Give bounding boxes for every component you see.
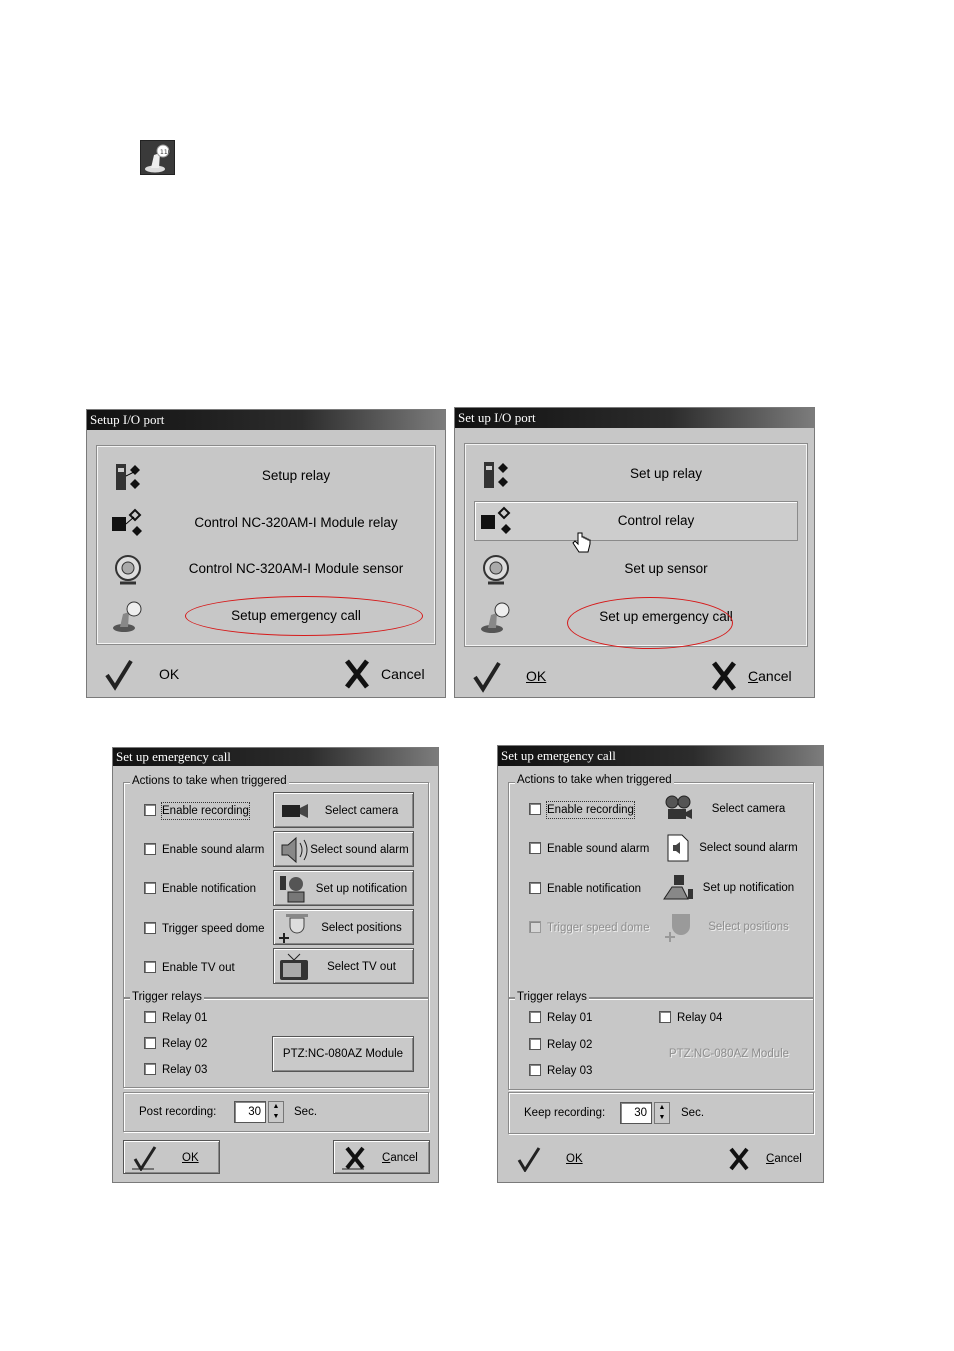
checkbox-box[interactable] <box>144 961 156 973</box>
button-label: Select camera <box>711 803 786 815</box>
window-title: Setup I/O port <box>87 410 445 430</box>
dialog-footer <box>455 654 814 698</box>
check-icon <box>516 1146 542 1172</box>
cancel-button[interactable] <box>333 1140 430 1174</box>
svg-text:110: 110 <box>160 149 172 156</box>
ok-label: OK <box>566 1153 583 1165</box>
checkbox-label: Enable TV out <box>162 962 235 974</box>
io-item-label: Set up emergency call <box>599 609 733 624</box>
sensor-icon <box>110 553 146 587</box>
keep-recording-spinner[interactable] <box>620 1102 672 1124</box>
checkbox-label: Trigger speed dome <box>547 922 650 934</box>
checkbox-label: Relay 03 <box>162 1064 208 1076</box>
io-item-label: Control relay <box>617 513 695 528</box>
window-title: Set up I/O port <box>455 408 814 428</box>
io-item-set-up-relay[interactable] <box>466 452 806 496</box>
set-up-notification-button[interactable] <box>273 870 414 906</box>
ok-button[interactable] <box>508 1142 605 1176</box>
speed-dome-icon <box>662 912 694 942</box>
check-icon <box>103 657 135 691</box>
ok-label: OK <box>526 668 547 684</box>
checkbox-box[interactable] <box>529 1064 541 1076</box>
actions-group-title: Actions to take when triggered <box>517 774 672 786</box>
cross-icon <box>726 1146 752 1172</box>
checkbox-label: Relay 04 <box>677 1012 723 1024</box>
emergency-call-icon <box>110 600 146 634</box>
window-title: Set up emergency call <box>498 746 823 766</box>
relay-icon <box>478 458 514 492</box>
checkbox-label: Relay 02 <box>162 1038 208 1050</box>
io-item-control-relay[interactable] <box>474 501 798 541</box>
relay-03-checkbox[interactable] <box>144 1062 207 1078</box>
recording-value-input[interactable]: 30 <box>620 1102 652 1124</box>
relay-icon <box>110 460 146 494</box>
checkbox-label: Enable recording <box>547 804 634 816</box>
checkbox-box[interactable] <box>529 921 541 933</box>
select-positions-button[interactable] <box>658 909 803 945</box>
control-relay-icon <box>110 507 146 541</box>
checkbox-label: Enable sound alarm <box>162 844 265 856</box>
button-label: Select positions <box>708 921 789 933</box>
io-item-control-module-sensor[interactable] <box>98 547 434 591</box>
enable-notification-checkbox[interactable] <box>529 881 641 897</box>
sensor-icon <box>478 553 514 587</box>
checkbox-box[interactable] <box>144 804 156 816</box>
checkbox-label: Relay 01 <box>162 1012 208 1024</box>
enable-sound-alarm-checkbox[interactable] <box>144 842 264 858</box>
checkbox-box[interactable] <box>529 1038 541 1050</box>
ok-button[interactable] <box>87 652 207 696</box>
cancel-label: Cancel <box>748 668 792 684</box>
set-up-io-port-window <box>454 407 815 698</box>
emergency-call-icon <box>140 140 175 175</box>
cross-icon <box>342 1145 368 1171</box>
trigger-relays-title: Trigger relays <box>517 991 587 1003</box>
select-camera-button[interactable] <box>658 791 803 827</box>
io-item-label: Set up sensor <box>624 561 708 576</box>
recording-value-input[interactable]: 30 <box>234 1101 266 1123</box>
checkbox-box[interactable] <box>144 882 156 894</box>
io-item-set-up-sensor[interactable] <box>466 547 806 591</box>
post-recording-spinner[interactable] <box>234 1101 286 1123</box>
button-label: Set up notification <box>702 882 795 894</box>
select-positions-button[interactable] <box>273 909 414 945</box>
highlight-ellipse <box>185 596 423 636</box>
relay-02-checkbox[interactable] <box>529 1037 592 1053</box>
trigger-speed-dome-checkbox[interactable] <box>529 920 650 936</box>
button-label: Select sound alarm <box>699 842 798 854</box>
cancel-label: Cancel <box>382 1152 418 1164</box>
speaker-icon <box>278 835 310 865</box>
ptz-module-button[interactable]: PTZ:NC-080AZ Module <box>272 1036 414 1072</box>
cross-icon <box>708 659 740 693</box>
ok-label: OK <box>182 1152 199 1164</box>
io-item-control-module-relay[interactable] <box>98 501 434 545</box>
emergency-call-window-left <box>112 747 439 1183</box>
enable-sound-alarm-checkbox[interactable] <box>529 841 649 857</box>
checkbox-box[interactable] <box>144 843 156 855</box>
cross-icon <box>341 657 373 691</box>
camera-icon <box>278 796 310 826</box>
actions-group-title: Actions to take when triggered <box>132 775 287 787</box>
control-relay-icon <box>479 505 515 539</box>
enable-recording-checkbox[interactable] <box>529 802 634 818</box>
cancel-button[interactable] <box>704 654 814 698</box>
relay-01-checkbox[interactable] <box>529 1010 592 1026</box>
io-item-label: Setup relay <box>261 468 331 483</box>
enable-recording-checkbox[interactable] <box>144 803 249 819</box>
check-icon <box>471 659 503 693</box>
set-up-notification-button[interactable] <box>658 870 803 906</box>
io-item-label: Control NC-320AM-I Module relay <box>194 515 398 530</box>
tv-icon <box>278 952 310 982</box>
button-label: Select TV out <box>327 961 396 973</box>
checkbox-label: Enable notification <box>547 883 641 895</box>
dialog-footer <box>87 652 445 696</box>
checkbox-label: Enable notification <box>162 883 256 895</box>
checkbox-box[interactable] <box>659 1011 671 1023</box>
checkbox-box[interactable] <box>144 922 156 934</box>
button-label: Set up notification <box>315 883 408 895</box>
emergency-call-icon <box>478 601 514 635</box>
checkbox-label: Trigger speed dome <box>162 923 265 935</box>
checkbox-label: Enable recording <box>162 805 249 817</box>
io-item-label: Control NC-320AM-I Module sensor <box>188 561 404 576</box>
checkbox-box[interactable] <box>529 882 541 894</box>
enable-notification-checkbox[interactable] <box>144 881 256 897</box>
keep-recording-label: Keep recording: <box>524 1107 606 1119</box>
recording-unit: Sec. <box>681 1107 705 1119</box>
window-title: Set up emergency call <box>113 748 438 766</box>
select-sound-alarm-button[interactable] <box>658 830 803 866</box>
checkbox-label: Relay 02 <box>547 1039 593 1051</box>
ok-label: OK <box>159 666 180 682</box>
checkbox-box[interactable] <box>529 842 541 854</box>
checkbox-box[interactable] <box>529 1011 541 1023</box>
emergency-call-window-right <box>497 745 824 1183</box>
button-label: Select camera <box>324 805 399 817</box>
speed-dome-icon <box>278 913 310 943</box>
spinner-arrows-icon[interactable]: ▲ ▼ <box>654 1102 670 1124</box>
io-item-setup-relay[interactable] <box>98 454 434 498</box>
setup-io-port-window <box>86 409 446 698</box>
cancel-label: Cancel <box>766 1153 802 1165</box>
select-camera-button[interactable] <box>273 792 414 828</box>
checkbox-box[interactable] <box>529 803 541 815</box>
spinner-arrows-icon[interactable]: ▲ ▼ <box>268 1101 284 1123</box>
trigger-speed-dome-checkbox[interactable] <box>144 921 265 937</box>
ok-button[interactable] <box>455 654 575 698</box>
enable-tv-out-checkbox[interactable] <box>144 960 235 976</box>
sound-file-icon <box>662 833 694 863</box>
hand-cursor-icon <box>572 531 592 555</box>
recording-unit: Sec. <box>294 1106 318 1118</box>
cancel-button[interactable] <box>718 1142 815 1176</box>
button-label: Select positions <box>321 922 402 934</box>
cancel-button[interactable] <box>335 652 445 696</box>
relay-02-checkbox[interactable] <box>144 1036 207 1052</box>
phone-icon <box>278 874 310 904</box>
checkbox-box[interactable] <box>144 1011 156 1023</box>
ok-button[interactable] <box>123 1140 220 1174</box>
relay-04-checkbox[interactable] <box>659 1010 722 1026</box>
checkbox-box[interactable] <box>144 1037 156 1049</box>
io-item-label: Set up relay <box>629 466 703 481</box>
checkbox-label: Relay 03 <box>547 1065 593 1077</box>
select-tv-out-button[interactable] <box>273 948 414 984</box>
ptz-module-button[interactable]: PTZ:NC-080AZ Module <box>668 1048 790 1060</box>
checkbox-label: Enable sound alarm <box>547 843 650 855</box>
checkbox-label: Relay 01 <box>547 1012 593 1024</box>
post-recording-label: Post recording: <box>139 1106 217 1118</box>
io-item-label: Setup emergency call <box>231 608 361 623</box>
check-icon <box>132 1145 158 1171</box>
cancel-label: Cancel <box>381 666 425 682</box>
film-camera-icon <box>662 794 694 824</box>
relay-03-checkbox[interactable] <box>529 1063 592 1079</box>
checkbox-box[interactable] <box>144 1063 156 1075</box>
relay-01-checkbox[interactable] <box>144 1010 207 1026</box>
fax-phone-icon <box>662 873 694 903</box>
highlight-ellipse <box>567 597 733 649</box>
select-sound-alarm-button[interactable] <box>273 831 414 867</box>
trigger-relays-title: Trigger relays <box>132 991 202 1003</box>
button-label: Select sound alarm <box>310 844 409 856</box>
